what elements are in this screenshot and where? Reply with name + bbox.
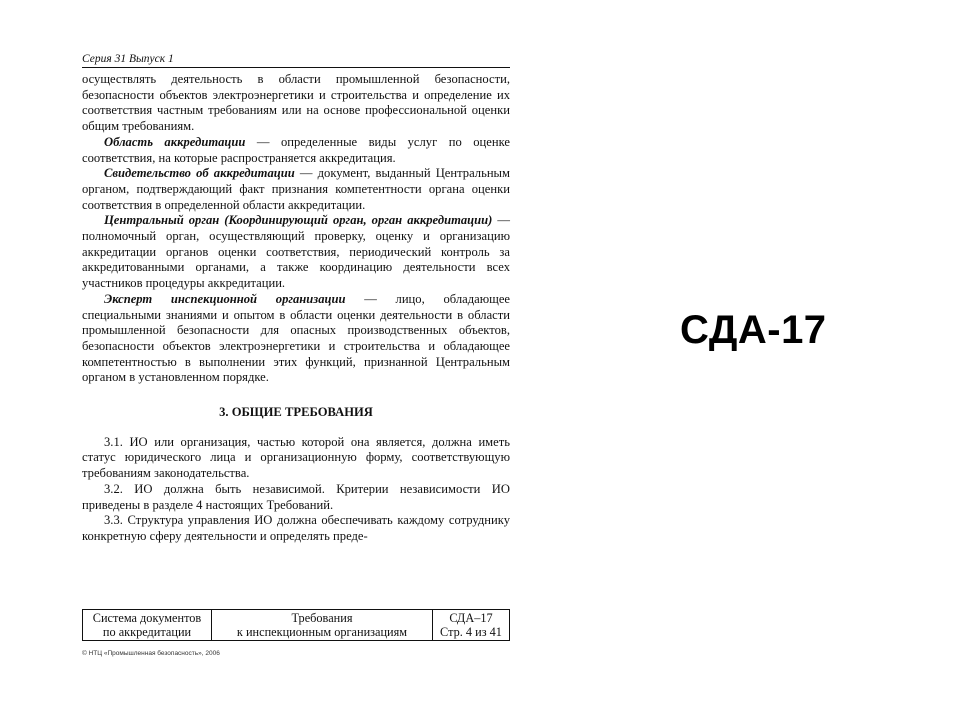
footer-system-line2: по аккредитации — [102, 625, 192, 639]
definition-text: — документ, выданный Центральным органом, подтверждающий факт признания компетентности органа оценки соответствия в определенной области аккредитации. — [82, 166, 510, 212]
definition-accreditation-scope — [82, 135, 510, 166]
footer-page-number: Стр. 4 из 41 — [440, 625, 502, 639]
footer-cell-system — [83, 610, 212, 641]
document-page — [82, 52, 514, 672]
running-head: Серия 31 Выпуск 1 — [82, 52, 510, 68]
footer-table — [82, 609, 510, 641]
footer-system-line1: Система документов — [92, 611, 202, 625]
footer-cell-requirements — [212, 610, 433, 641]
footer-requirements-line1: Требования — [291, 611, 353, 625]
term-central-body: Центральный орган (Координирующий орган, орган аккредитации) — [104, 213, 493, 228]
definition-accreditation-certificate — [82, 166, 510, 213]
requirement-3-3: 3.3. Структура управления ИО должна обеспечивать каждому сотруднику конкретную сферу деятельности и определять преде- — [82, 513, 510, 543]
requirement-3-1: 3.1. ИО или организация, частью которой она является, должна иметь статус юридического лица и организационную форму, соответствующую требованиям законодательства. — [82, 434, 510, 481]
definition-inspection-expert — [82, 292, 510, 386]
page-body — [82, 72, 510, 545]
requirement-3-2: 3.2. ИО должна быть независимой. Критерии независимости ИО приведены в разделе 4 настоящих Требований. — [82, 481, 510, 512]
term-accreditation-scope: Область аккредитации — [104, 134, 246, 149]
footer-code: СДА–17 — [449, 611, 493, 625]
footer-requirements-line2: к инспекционным организациям — [236, 625, 408, 639]
definition-text: — полномочный орган, осуществляющий проверку, оценку и организацию аккредитации органов оценки соответствия, периодический контроль за аккредитованными органами, а также координацию деятельности всех участников процедуры аккредитации. — [82, 213, 511, 291]
copyright-notice: © НТЦ «Промышленная безопасность», 2006 — [82, 650, 220, 657]
definition-central-body — [82, 213, 510, 292]
definition-text: — лицо, обладающее специальными знаниями и опытом в области оценки деятельности в области промышленной безопасности для опасных производственных объектов, безопасности объектов электроэнергетики и строительства и обладающее компетентностью в выполнении этих функций, признанной Центральным органом в установленном порядке. — [82, 291, 510, 385]
definition-text: — определенные виды услуг по оценке соответствия, на которые распространяется аккредитация. — [82, 134, 510, 165]
paragraph-continuation: осуществлять деятельность в области промышленной безопасности, безопасности объектов электроэнергетики и строительства и определение их соответствия частным требованиям или на основе профессиональной оценки общим требованиям. — [82, 72, 510, 134]
term-inspection-expert: Эксперт инспекционной организации — [104, 291, 346, 306]
section-title: 3. ОБЩИЕ ТРЕБОВАНИЯ — [219, 405, 373, 420]
document-code-label: СДА-17 — [680, 308, 827, 352]
term-accreditation-certificate: Свидетельство об аккредитации — [104, 166, 295, 181]
footer-cell-code — [433, 610, 510, 641]
